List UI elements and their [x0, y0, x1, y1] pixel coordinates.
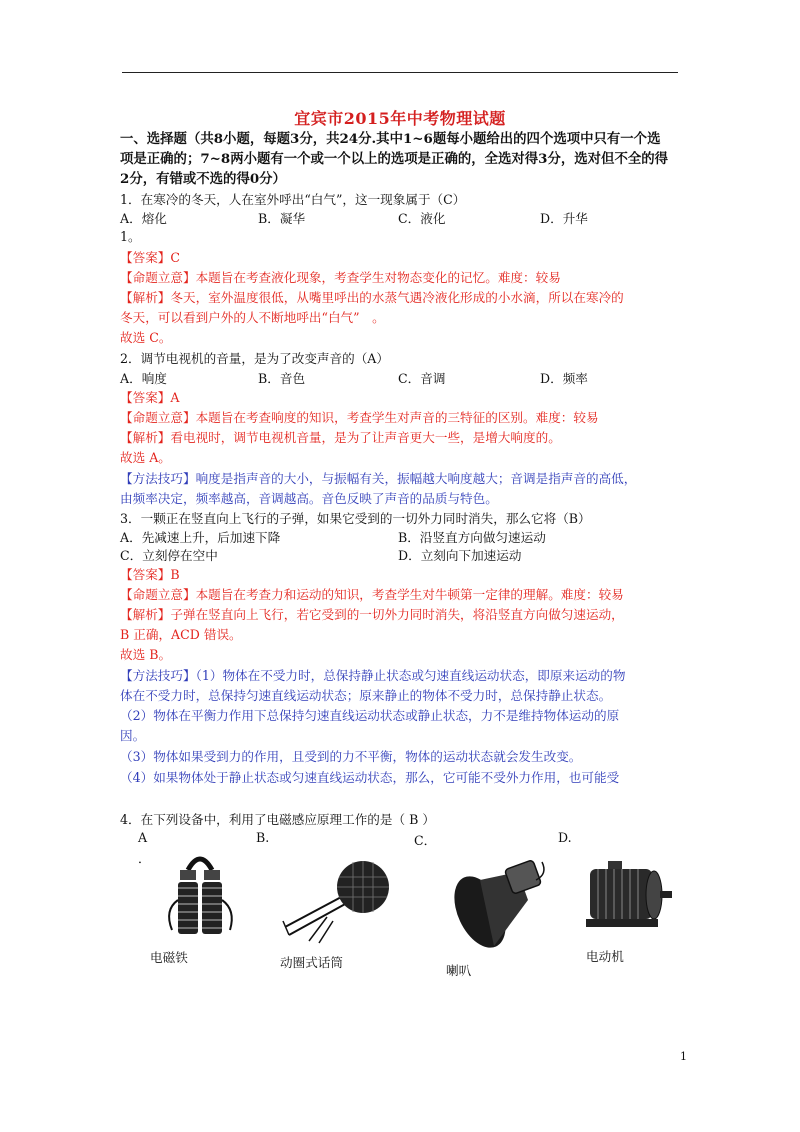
q3-method-cont: 体在不受力时，总保持匀速直线运动状态；原来静止的物体不受力时，总保持静止状态。: [120, 688, 612, 703]
q2-analysis: [120, 430, 561, 446]
q1-option-a: A．熔化: [120, 211, 167, 226]
intent-text: 本题旨在考查响度的知识，考查学生对声音的三特征的区别。难度：较易: [195, 410, 599, 425]
q3-choose: 故选 B。: [120, 647, 172, 662]
answer-tag: 【答案】: [120, 390, 171, 405]
analysis-tag: 【解析】: [120, 290, 171, 305]
q4-letter-b: B.: [256, 830, 270, 845]
q3-option-d: D．立刻向下加速运动: [398, 548, 522, 563]
question-2-stem: 2．调节电视机的音量，是为了改变声音的（A）: [120, 351, 389, 366]
motor-figure: [580, 857, 675, 937]
q3-analysis: [120, 607, 624, 623]
q1-analysis: [120, 290, 624, 306]
intent-tag: 【命题立意】: [120, 410, 196, 425]
q2-option-c: C．音调: [398, 371, 446, 386]
header-rule: [122, 72, 678, 73]
q1-option-c: C．液化: [398, 211, 446, 226]
section-header-line: 一、选择题（共8小题，每题3分，共24分.其中1~6题每小题给出的四个选项中只有一个选: [120, 131, 661, 147]
q3-method: [120, 668, 625, 684]
loudspeaker-figure: [450, 850, 550, 955]
q3-answer: [120, 567, 180, 583]
q4-letter-a: A: [138, 830, 148, 845]
q2-method: [120, 471, 636, 487]
q2-option-b: B．音色: [258, 371, 306, 386]
q3-intent: [120, 587, 624, 603]
q4-letter-a-dot: ．: [138, 851, 151, 866]
q4-letter-d: D.: [558, 830, 572, 845]
q2-method-cont: 由频率决定，频率越高，音调越高。音色反映了声音的品质与特色。: [120, 491, 498, 506]
method-text: （1）物体在不受力时，总保持静止状态或匀速直线运动状态，即原来运动的物: [195, 668, 626, 683]
q4-label-d: 电动机: [586, 949, 624, 964]
intent-text: 本题旨在考查力和运动的知识，考查学生对牛顿第一定律的理解。难度：较易: [195, 587, 624, 602]
answer-value: B: [170, 567, 180, 582]
method-tag: 【方法技巧】: [120, 668, 196, 683]
analysis-text: 看电视时，调节电视机音量，是为了让声音更大一些，是增大响度的。: [170, 430, 561, 445]
q2-option-a: A．响度: [120, 371, 167, 386]
q3-option-a: A．先减速上升，后加速下降: [120, 530, 281, 545]
answer-tag: 【答案】: [120, 250, 171, 265]
q1-option-b: B．凝华: [258, 211, 306, 226]
q1-option-d: D．升华: [540, 211, 588, 226]
q4-label-a: 电磁铁: [150, 950, 188, 965]
analysis-text: 冬天，室外温度很低，从嘴里呼出的水蒸气遇冷液化形成的小水滴，所以在寒冷的: [170, 290, 624, 305]
analysis-text: 子弹在竖直向上飞行，若它受到的一切外力同时消失，将沿竖直方向做匀速运动，: [170, 607, 624, 622]
question-3-stem: 3．一颗正在竖直向上飞行的子弹，如果它受到的一切外力同时消失，那么它将（B）: [120, 511, 591, 526]
answer-tag: 【答案】: [120, 567, 171, 582]
q1-answer: [120, 250, 180, 266]
page-number: 1: [680, 1050, 687, 1063]
question-4-stem: 4．在下列设备中，利用了电磁感应原理工作的是（ B ）: [120, 812, 435, 827]
electromagnet-figure: [160, 850, 240, 945]
q2-answer: [120, 390, 179, 406]
question-1-stem: 1．在寒冷的冬天，人在室外呼出“白气”，这一现象属于（C）: [120, 192, 466, 207]
q1-stray-text: 1。: [120, 229, 141, 244]
section-header-line: 项是正确的；7~8两小题有一个或一个以上的选项是正确的，全选对得3分，选对但不全的得: [120, 151, 669, 167]
q4-label-b: 动圈式话筒: [280, 955, 343, 970]
q2-intent: [120, 410, 599, 426]
analysis-tag: 【解析】: [120, 607, 171, 622]
q1-analysis-cont: 冬天，可以看到户外的人不断地呼出“白气” 。: [120, 310, 385, 325]
q4-label-c: 喇叭: [446, 963, 472, 978]
q2-option-d: D．频率: [540, 371, 588, 386]
q3-method-cont: （3）物体如果受到力的作用，且受到的力不平衡，物体的运动状态就会发生改变。: [120, 749, 582, 764]
q3-method-cont: 因。: [120, 728, 146, 743]
intent-tag: 【命题立意】: [120, 587, 196, 602]
answer-value: C: [170, 250, 181, 265]
method-tag: 【方法技巧】: [120, 471, 196, 486]
page-title: 宜宾市2015年中考物理试题: [294, 109, 506, 128]
method-text: 响度是指声音的大小，与振幅有关，振幅越大响度越大；音调是指声音的高低，: [195, 471, 637, 486]
microphone-figure: [275, 855, 395, 945]
q4-letter-c: C．: [414, 833, 437, 848]
intent-tag: 【命题立意】: [120, 270, 196, 285]
q3-option-c: C．立刻停在空中: [120, 548, 218, 563]
q3-analysis-cont: B 正确，ACD 错误。: [120, 627, 242, 642]
intent-text: 本题旨在考查液化现象，考查学生对物态变化的记忆。难度：较易: [195, 270, 561, 285]
q3-option-b: B．沿竖直方向做匀速运动: [398, 530, 546, 545]
q1-choose: 故选 C。: [120, 330, 172, 345]
q3-method-cont: （4）如果物体处于静止状态或匀速直线运动状态，那么，它可能不受外力作用，也可能受: [120, 770, 620, 785]
section-header-line: 2分，有错或不选的得0分）: [120, 171, 286, 187]
analysis-tag: 【解析】: [120, 430, 171, 445]
answer-value: A: [170, 390, 180, 405]
q1-intent: [120, 270, 561, 286]
q3-method-cont: （2）物体在平衡力作用下总保持匀速直线运动状态或静止状态，力不是维持物体运动的原: [120, 708, 620, 723]
q2-choose: 故选 A。: [120, 450, 171, 465]
